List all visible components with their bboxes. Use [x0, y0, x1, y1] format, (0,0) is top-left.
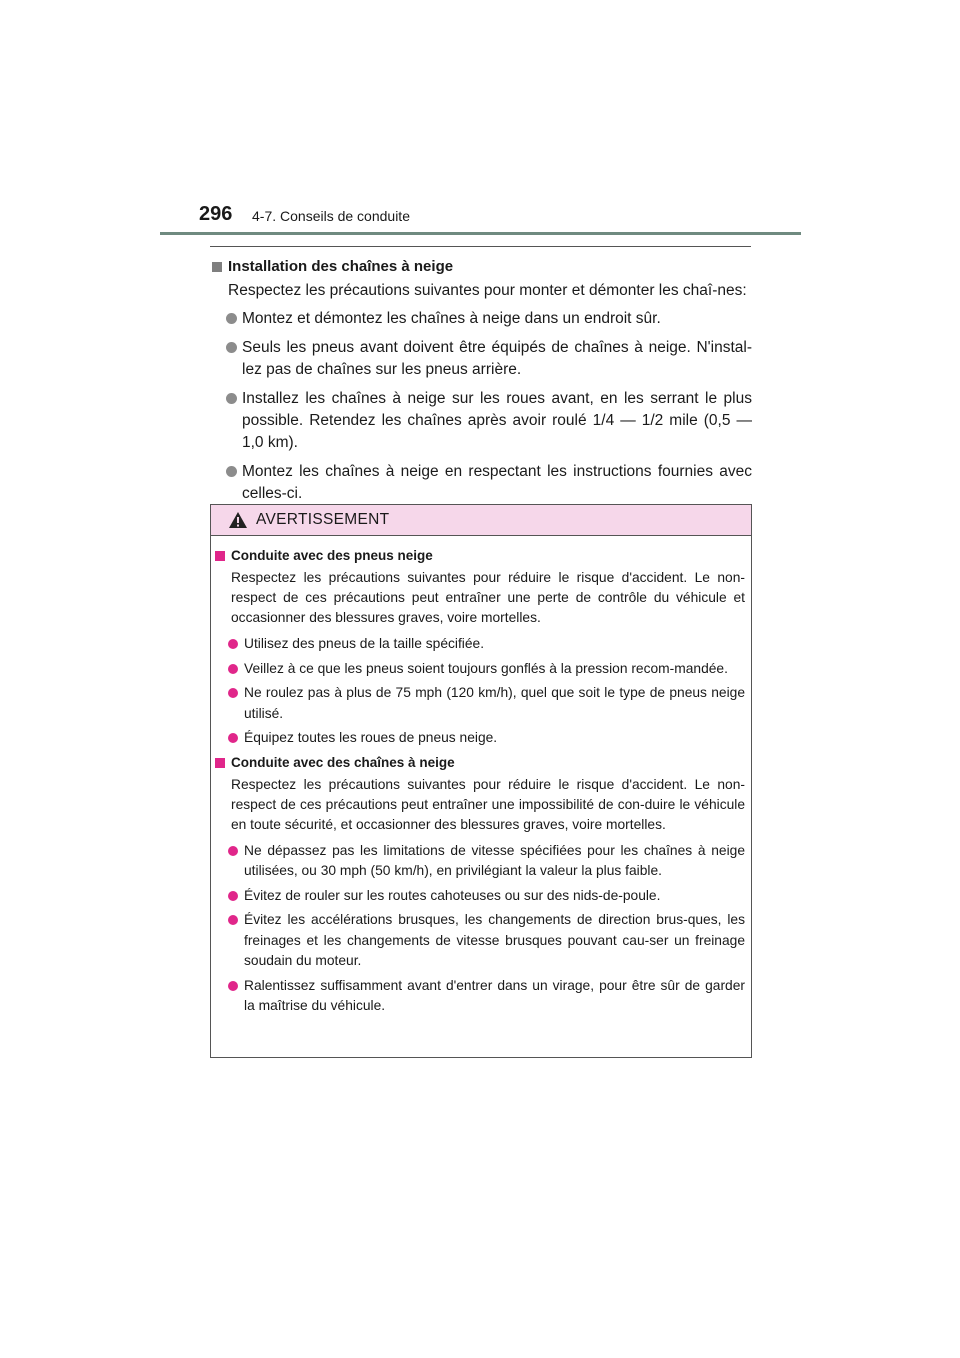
list-item-text: Ne roulez pas à plus de 75 mph (120 km/h), quel que soit le type de pneus neige utilisé.: [244, 685, 745, 721]
list-item-text: Évitez de rouler sur les routes cahoteuses ou sur des nids-de-poule.: [244, 887, 661, 903]
list-item: [215, 841, 745, 882]
bullet-dot-icon: [226, 342, 237, 353]
warning-subheading: [215, 753, 745, 773]
warning-triangle-icon: [228, 511, 248, 529]
list-item: [215, 683, 745, 724]
warning-paragraph: Respectez les précautions suivantes pour réduire le risque d'accident. Le non-respect de ces précautions peut entraîner une impossibilité de con-duire le véhicule en toute sécurité, et occasionner des blessures graves, voire mortelles.: [231, 776, 745, 832]
list-item: [215, 659, 745, 680]
list-item: [215, 728, 745, 749]
bullet-dot-icon: [228, 891, 238, 901]
intro-text: Respectez les précautions suivantes pour monter et démonter les chaî-nes:: [228, 282, 747, 299]
warning-title: AVERTISSEMENT: [256, 511, 390, 528]
bullet-dot-icon: [228, 981, 238, 991]
list-item: [210, 337, 752, 381]
warning-header: [211, 505, 751, 536]
bullet-dot-icon: [228, 639, 238, 649]
bullet-dot-icon: [228, 664, 238, 674]
list-item: [215, 886, 745, 907]
list-item: [210, 461, 752, 505]
square-bullet-icon: [215, 551, 225, 561]
header-rule: [160, 232, 801, 235]
square-bullet-icon: [215, 758, 225, 768]
list-item-text: Veillez à ce que les pneus soient toujours gonflés à la pression recom-mandée.: [244, 660, 728, 676]
list-item: [210, 308, 752, 330]
heading-text: Installation des chaînes à neige: [228, 258, 454, 275]
warning-subheading: [215, 546, 745, 566]
list-item-text: Utilisez des pneus de la taille spécifiée.: [244, 636, 485, 651]
list-item: [215, 976, 745, 1017]
bullet-dot-icon: [228, 915, 238, 925]
list-item-text: Installez les chaînes à neige sur les roues avant, en les serrant le plus possible. Retendez les chaînes après avoir roulé 1/4 — 1/2 mile (0,5 — 1,0 km).: [242, 390, 752, 451]
bullet-dot-icon: [226, 466, 237, 477]
list-item-text: Montez et démontez les chaînes à neige dans un endroit sûr.: [242, 310, 661, 327]
content-divider: [210, 246, 751, 247]
bullet-dot-icon: [226, 313, 237, 324]
list-item-text: Évitez les accélérations brusques, les changements de direction brus-ques, les freinages et les changements de vitesse brusques pouvant cau-ser un freinage soudain du moteur.: [244, 912, 745, 968]
subheading-text: Conduite avec des chaînes à neige: [231, 754, 455, 770]
list-item-text: Montez les chaînes à neige en respectant les instructions fournies avec celles-ci.: [242, 463, 752, 502]
snow-chains-install-section: [210, 256, 752, 512]
page-number: 296: [199, 203, 233, 225]
bullet-dot-icon: [228, 688, 238, 698]
warning-box: [210, 504, 752, 1058]
section-heading: [210, 256, 752, 278]
bullet-dot-icon: [228, 733, 238, 743]
list-item-text: Seuls les pneus avant doivent être équipés de chaînes à neige. N'instal-lez pas de chaînes sur les pneus arrière.: [242, 339, 752, 378]
list-item-text: Ne dépassez pas les limitations de vitesse spécifiées pour les chaînes à neige utilisées, ou 30 mph (50 km/h), en privilégiant la valeur la plus faible.: [244, 842, 745, 878]
list-item-text: Ralentissez suffisamment avant d'entrer dans un virage, pour être sûr de garder la maîtrise du véhicule.: [244, 977, 745, 1013]
list-item: [215, 634, 745, 655]
list-item: [215, 910, 745, 972]
warning-paragraph: Respectez les précautions suivantes pour réduire le risque d'accident. Le non-respect de ces précautions peut entraîner une perte de contrôle du véhicule et occasionner des blessures graves, voire mortelles.: [231, 570, 745, 625]
page-header: [0, 0, 960, 240]
subheading-text: Conduite avec des pneus neige: [231, 548, 433, 563]
bullet-dot-icon: [228, 846, 238, 856]
bullet-dot-icon: [226, 393, 237, 404]
list-item-text: Équipez toutes les roues de pneus neige.: [244, 730, 498, 745]
square-bullet-icon: [212, 262, 222, 272]
section-title: 4-7. Conseils de conduite: [252, 208, 410, 224]
list-item: [210, 388, 752, 454]
warning-body: [211, 536, 751, 1017]
